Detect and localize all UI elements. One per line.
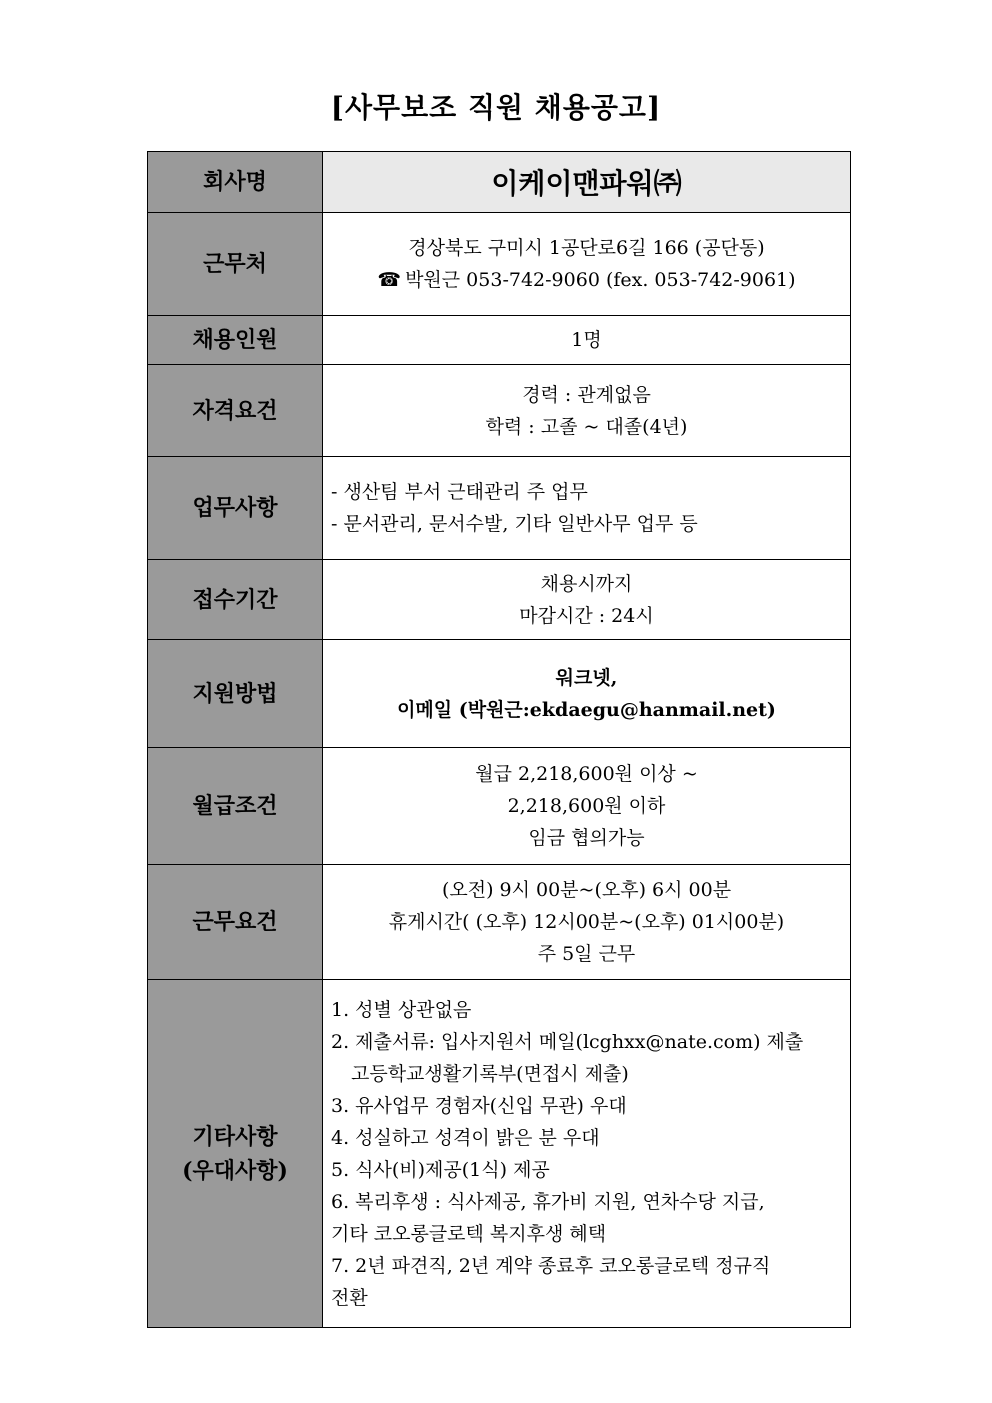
job-posting-table: [147, 151, 851, 1328]
etc-line: 고등학교생활기록부(면접시 제출): [351, 1062, 629, 1085]
label-workplace: 근무처: [148, 213, 323, 316]
phone-icon: ☎: [377, 269, 402, 291]
period-line: 채용시까지: [540, 572, 633, 595]
label-etc-line: 기타사항: [192, 1123, 278, 1150]
label-conditions: 근무요건: [148, 865, 323, 980]
etc-line: 5. 식사(비)제공(1식) 제공: [331, 1158, 550, 1181]
method-line: 워크넷,: [555, 666, 618, 689]
etc-line: 6. 복리후생 : 식사제공, 휴가비 지원, 연차수당 지급,: [331, 1190, 765, 1213]
workplace-contact-line: [323, 264, 850, 296]
condition-line: (오전) 9시 00분~(오후) 6시 00분: [441, 879, 732, 901]
label-qualification: 자격요건: [148, 365, 323, 457]
label-duties: 업무사항: [148, 457, 323, 560]
row-workplace: [148, 213, 851, 316]
qualification-line: 경력 : 관계없음: [522, 383, 651, 406]
label-etc: [148, 980, 323, 1328]
method-line: 이메일 (박원근:ekdaegu@hanmail.net): [397, 698, 776, 721]
row-headcount: [148, 316, 851, 365]
conditions-value: [323, 865, 851, 980]
duty-line: - 생산팀 부서 근태관리 주 업무: [331, 481, 588, 503]
company-name: 이케이맨파워㈜: [323, 152, 851, 213]
duties-value: [323, 457, 851, 560]
row-qualification: [148, 365, 851, 457]
row-period: [148, 560, 851, 640]
condition-line: 휴게시간( (오후) 12시00분~(오후) 01시00분): [388, 911, 785, 933]
method-value: [323, 640, 851, 748]
page-title: [사무보조 직원 채용공고]: [330, 91, 662, 124]
period-line: 마감시간 : 24시: [519, 604, 654, 627]
label-headcount: 채용인원: [148, 316, 323, 365]
salary-line: 2,218,600원 이하: [507, 795, 666, 817]
salary-value: [323, 748, 851, 865]
etc-line: 기타 코오롱글로텍 복지후생 혜택: [331, 1222, 607, 1245]
condition-line: 주 5일 근무: [537, 943, 636, 965]
qualification-line: 학력 : 고졸 ~ 대졸(4년): [485, 415, 688, 438]
label-etc-line: (우대사항): [182, 1157, 288, 1184]
label-period: 접수기간: [148, 560, 323, 640]
etc-line: 7. 2년 파견직, 2년 계약 종료후 코오롱글로텍 정규직: [331, 1254, 771, 1277]
etc-value: [323, 980, 851, 1328]
label-company: 회사명: [148, 152, 323, 213]
duty-line: - 문서관리, 문서수발, 기타 일반사무 업무 등: [331, 513, 698, 535]
headcount-value: 1명: [323, 316, 851, 365]
etc-line: 3. 유사업무 경험자(신입 무관) 우대: [331, 1094, 627, 1117]
etc-line: 2. 제출서류: 입사지원서 메일(lcghxx@nate.com) 제출: [331, 1030, 804, 1053]
etc-line: 전환: [331, 1286, 368, 1309]
row-salary: [148, 748, 851, 865]
workplace-contact: 박원근 053-742-9060 (fex. 053-742-9061): [405, 269, 796, 291]
period-value: [323, 560, 851, 640]
label-salary: 월급조건: [148, 748, 323, 865]
row-duties: [148, 457, 851, 560]
salary-line: 임금 협의가능: [528, 827, 645, 849]
row-company: [148, 152, 851, 213]
etc-line: 4. 성실하고 성격이 밝은 분 우대: [331, 1126, 600, 1149]
label-method: 지원방법: [148, 640, 323, 748]
etc-line: 1. 성별 상관없음: [331, 998, 472, 1021]
row-conditions: [148, 865, 851, 980]
row-etc: [148, 980, 851, 1328]
workplace-address: 경상북도 구미시 1공단로6길 166 (공단동): [408, 237, 765, 259]
salary-line: 월급 2,218,600원 이상 ~: [475, 763, 698, 785]
workplace-value: [323, 213, 851, 316]
row-method: [148, 640, 851, 748]
qualification-value: [323, 365, 851, 457]
